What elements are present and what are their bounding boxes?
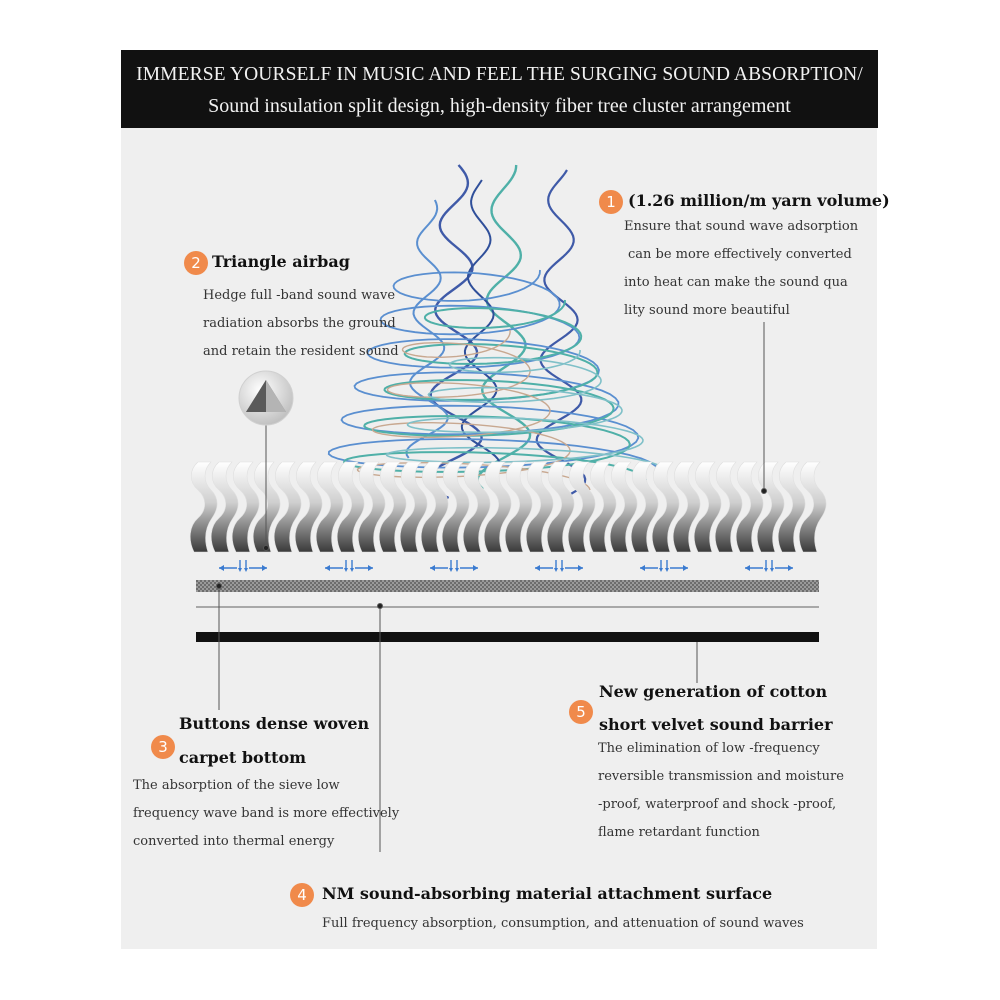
callout-number-4: 4 bbox=[290, 883, 314, 907]
cotton-velvet-barrier-layer bbox=[196, 632, 819, 642]
leader-dot-2 bbox=[264, 546, 269, 551]
callout-title-5b: short velvet sound barrier bbox=[599, 715, 833, 734]
callout-body-4 bbox=[322, 910, 804, 938]
dense-woven-bottom-layer bbox=[196, 580, 819, 592]
airflow-arrow-group bbox=[745, 560, 793, 572]
callout-1-line: can be more effectively converted bbox=[628, 247, 852, 262]
callout-number-5: 5 bbox=[569, 700, 593, 724]
callout-title-3a: Buttons dense woven bbox=[179, 714, 370, 733]
callout-2-line: radiation absorbs the ground bbox=[203, 316, 396, 331]
header-line-1: IMMERSE YOURSELF IN MUSIC AND FEEL THE SURGING SOUND ABSORPTION/ bbox=[136, 64, 863, 85]
callout-title-5a: New generation of cotton bbox=[599, 682, 828, 701]
callout-2-line: and retain the resident sound bbox=[203, 344, 399, 359]
callout-title-4: NM sound-absorbing material attachment surface bbox=[322, 884, 773, 903]
callout-2-line: Hedge full -band sound wave bbox=[203, 288, 396, 303]
fiber-tuft-layer bbox=[190, 462, 826, 552]
nm-attachment-surface bbox=[196, 606, 819, 608]
callout-title-1: (1.26 million/m yarn volume) bbox=[628, 191, 890, 210]
airflow-arrow-group bbox=[535, 560, 583, 572]
callout-1-line: Ensure that sound wave adsorption bbox=[624, 219, 859, 234]
callout-title-3b: carpet bottom bbox=[179, 748, 307, 767]
callout-5-line: flame retardant function bbox=[598, 825, 760, 840]
callout-3-line: converted into thermal energy bbox=[133, 834, 335, 849]
callout-5-line: -proof, waterproof and shock -proof, bbox=[598, 797, 837, 812]
leader-dot-3 bbox=[217, 584, 222, 589]
airflow-arrows-icon bbox=[219, 560, 793, 572]
callout-body-2 bbox=[203, 282, 399, 366]
airflow-arrow-group bbox=[325, 560, 373, 572]
callout-3-line: frequency wave band is more effectively bbox=[133, 806, 400, 821]
callout-5-line: The elimination of low -frequency bbox=[598, 741, 820, 756]
callout-4-line: Full frequency absorption, consumption, and attenuation of sound waves bbox=[322, 916, 804, 931]
callout-number-3: 3 bbox=[151, 735, 175, 759]
callout-body-5 bbox=[598, 735, 844, 847]
header-line-2: Sound insulation split design, high-density fiber tree cluster arrangement bbox=[208, 95, 791, 117]
leader-dot-1 bbox=[762, 489, 767, 494]
callout-title-2: Triangle airbag bbox=[212, 252, 350, 271]
callout-5-line: reversible transmission and moisture bbox=[598, 769, 844, 784]
callout-body-3 bbox=[133, 772, 399, 856]
callout-number-1: 1 bbox=[599, 190, 623, 214]
airflow-arrow-group bbox=[219, 560, 267, 572]
callout-body-1 bbox=[624, 213, 858, 325]
leader-dot-4 bbox=[378, 604, 383, 609]
callout-number-2: 2 bbox=[184, 251, 208, 275]
pyramid-icon bbox=[239, 371, 293, 425]
airflow-arrow-group bbox=[640, 560, 688, 572]
airflow-arrow-group bbox=[430, 560, 478, 572]
callout-3-line: The absorption of the sieve low bbox=[133, 778, 340, 793]
callout-1-line: lity sound more beautiful bbox=[624, 303, 790, 318]
callout-1-line: into heat can make the sound qua bbox=[624, 275, 848, 290]
